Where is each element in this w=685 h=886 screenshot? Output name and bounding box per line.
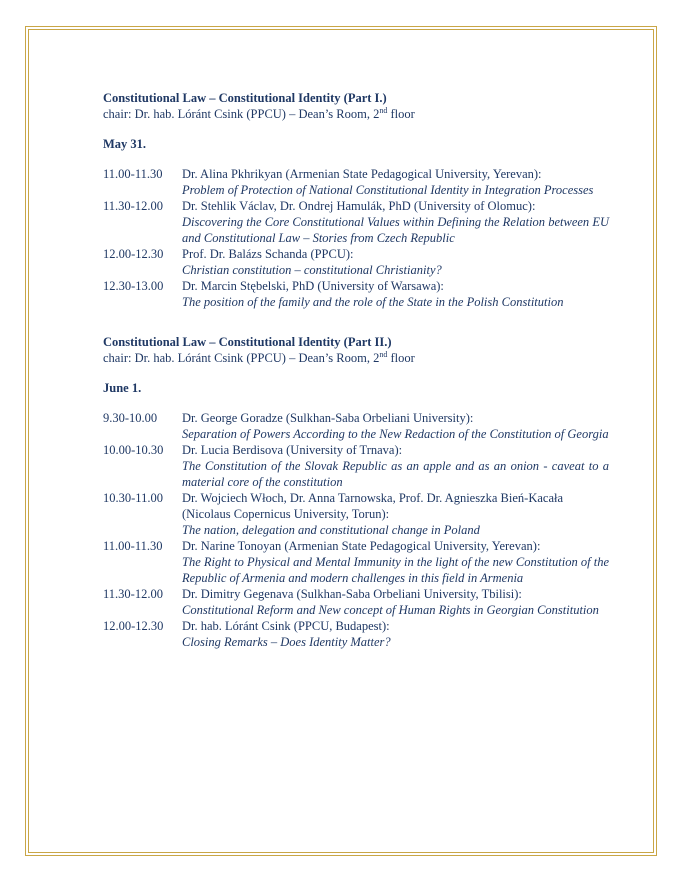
schedule-item <box>103 410 609 442</box>
schedule-item <box>103 442 609 490</box>
session-date: May 31. <box>103 137 147 151</box>
section-title: Constitutional Law – Constitutional Identity (Part II.) <box>103 335 392 349</box>
session-date: June 1. <box>103 381 142 395</box>
talk-title: Closing Remarks – Does Identity Matter? <box>182 635 391 649</box>
speaker: Dr. Stehlik Václav, Dr. Ondrej Hamulák, PhD (University of Olomuc): <box>182 199 536 213</box>
talk-title: Problem of Protection of National Constitutional Identity in Integration Processes <box>182 183 594 197</box>
speaker: Dr. Alina Pkhrikyan (Armenian State Pedagogical University, Yerevan): <box>182 167 542 181</box>
schedule-item <box>103 538 609 586</box>
talk-title: Christian constitution – constitutional Christianity? <box>182 263 442 277</box>
schedule-item <box>103 586 609 618</box>
program-content <box>103 90 609 650</box>
time-slot: 11.30-12.00 <box>103 587 163 601</box>
talk-title: Discovering the Core Constitutional Values within Defining the Relation between EU and Constitutional Law – Stories from Czech Republic <box>182 215 609 245</box>
schedule-item <box>103 490 609 538</box>
speaker: Dr. Narine Tonoyan (Armenian State Pedagogical University, Yerevan): <box>182 539 541 553</box>
time-slot: 11.30-12.00 <box>103 199 163 213</box>
time-slot: 12.00-12.30 <box>103 619 164 633</box>
time-slot: 9.30-10.00 <box>103 411 158 425</box>
schedule-item <box>103 278 609 310</box>
section-part-1 <box>103 90 609 310</box>
speaker: Dr. George Goradze (Sulkhan-Saba Orbeliani University): <box>182 411 474 425</box>
time-slot: 11.00-11.30 <box>103 539 163 553</box>
time-slot: 11.00-11.30 <box>103 167 163 181</box>
talk-title: Constitutional Reform and New concept of Human Rights in Georgian Constitution <box>182 603 599 617</box>
time-slot: 12.00-12.30 <box>103 247 164 261</box>
speaker: Dr. Lucia Berdisova (University of Trnava): <box>182 443 403 457</box>
talk-title: The Constitution of the Slovak Republic as an apple and as an onion - caveat to a material core of the constitution <box>182 459 609 489</box>
schedule-item <box>103 198 609 246</box>
time-slot: 12.30-13.00 <box>103 279 164 293</box>
talk-title: The nation, delegation and constitutional change in Poland <box>182 523 480 537</box>
speaker: Dr. Wojciech Włoch, Dr. Anna Tarnowska, Prof. Dr. Agnieszka Bień-Kacała (Nicolaus Copernicus University, Torun): <box>182 491 564 521</box>
speaker: Prof. Dr. Balázs Schanda (PPCU): <box>182 247 354 261</box>
schedule-item <box>103 166 609 198</box>
schedule-item <box>103 246 609 278</box>
talk-title: The position of the family and the role of the State in the Polish Constitution <box>182 295 564 309</box>
speaker: Dr. Marcin Stębelski, PhD (University of Warsawa): <box>182 279 444 293</box>
speaker: Dr. Dimitry Gegenava (Sulkhan-Saba Orbeliani University, Tbilisi): <box>182 587 522 601</box>
section-title: Constitutional Law – Constitutional Identity (Part I.) <box>103 91 387 105</box>
speaker: Dr. hab. Lóránt Csink (PPCU, Budapest): <box>182 619 390 633</box>
schedule-item <box>103 618 609 650</box>
section-chair: chair: Dr. hab. Lóránt Csink (PPCU) – Dean’s Room, 2nd floor <box>103 105 415 121</box>
section-chair: chair: Dr. hab. Lóránt Csink (PPCU) – Dean’s Room, 2nd floor <box>103 349 415 365</box>
talk-title: Separation of Powers According to the New Redaction of the Constitution of Georgia <box>182 427 609 441</box>
section-part-2 <box>103 334 609 650</box>
talk-title: The Right to Physical and Mental Immunity in the light of the new Constitution of the Republic of Armenia and modern challenges in this field in Armenia <box>182 555 609 585</box>
time-slot: 10.00-10.30 <box>103 443 164 457</box>
time-slot: 10.30-11.00 <box>103 491 163 505</box>
